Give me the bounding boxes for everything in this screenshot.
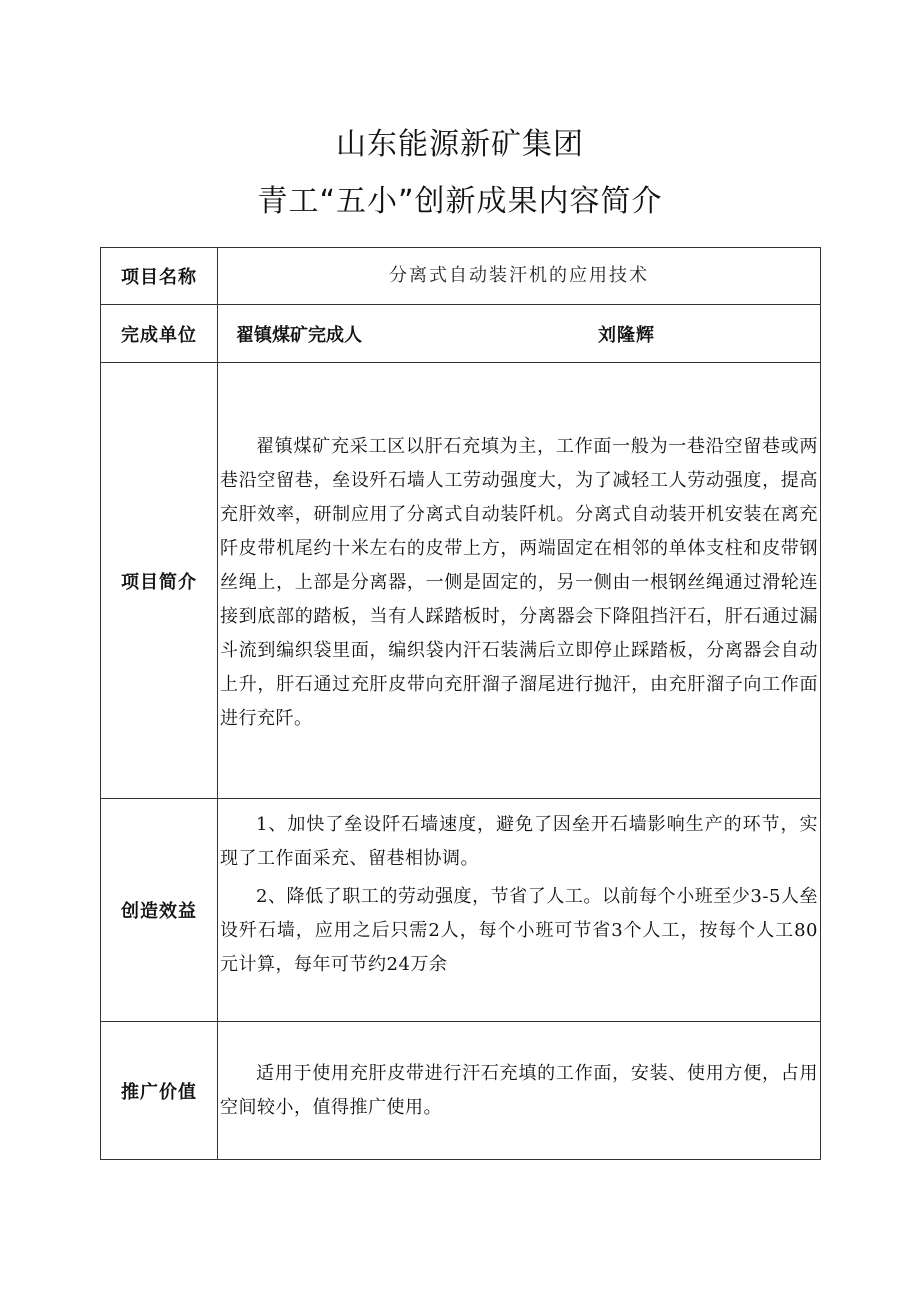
unit-value: 翟镇煤矿完成人	[236, 325, 362, 346]
row-benefit	[101, 799, 821, 1022]
unit-cell	[218, 305, 821, 363]
promotion-label: 推广价值	[101, 1022, 218, 1160]
summary-cell	[218, 363, 821, 799]
summary-text: 翟镇煤矿充采工区以肝石充填为主，工作面一般为一巷沿空留巷或两巷沿空留巷，垒设歼石墙人工劳动强度大，为了减轻工人劳动强度，提高充肝效率，研制应用了分离式自动装阡机。分离式自动装开机安装在离充阡皮带机尾约十米左右的皮带上方，两端固定在相邻的单体支柱和皮带钢丝绳上，上部是分离器，一侧是固定的，另一侧由一根钢丝绳通过滑轮连接到底部的踏板，当有人踩踏板时，分离器会下降阻挡汗石，肝石通过漏斗流到编织袋里面，编织袋内汗石装满后立即停止踩踏板，分离器会自动上升，肝石通过充肝皮带向充肝溜子溜尾进行抛汗，由充肝溜子向工作面进行充阡。	[220, 435, 818, 729]
benefit-paragraph-2: 2、降低了职工的劳动强度，节省了人工。以前每个小班至少3-5人垒设歼石墙，应用之后只需2人，每个小班可节省3个人工，按每个人工80元计算，每年可节约24万余	[220, 886, 818, 975]
document-title: 山东能源新矿集团	[336, 127, 584, 162]
row-summary	[101, 363, 821, 799]
row-project-name	[101, 248, 821, 305]
unit-label: 完成单位	[101, 305, 218, 363]
project-name-label: 项目名称	[101, 248, 218, 305]
project-name-cell	[218, 248, 821, 305]
benefit-paragraph-1: 1、加快了垒设阡石墙速度，避免了因垒开石墙影响生产的环节，实现了工作面采充、留巷相协调。	[220, 814, 818, 869]
row-promotion	[101, 1022, 821, 1160]
benefit-label: 创造效益	[101, 799, 218, 1022]
person-value: 刘隆辉	[598, 325, 655, 346]
project-name-value: 分离式自动装汗机的应用技术	[389, 265, 649, 286]
row-unit	[101, 305, 821, 363]
promotion-cell	[218, 1022, 821, 1160]
summary-label: 项目简介	[101, 363, 218, 799]
document-subtitle: 青工“五小”创新成果内容简介	[257, 184, 663, 219]
benefit-cell	[218, 799, 821, 1022]
promotion-text: 适用于使用充肝皮带进行汗石充填的工作面，安装、使用方便，占用空间较小，值得推广使用。	[220, 1062, 818, 1118]
info-table	[100, 247, 821, 1160]
